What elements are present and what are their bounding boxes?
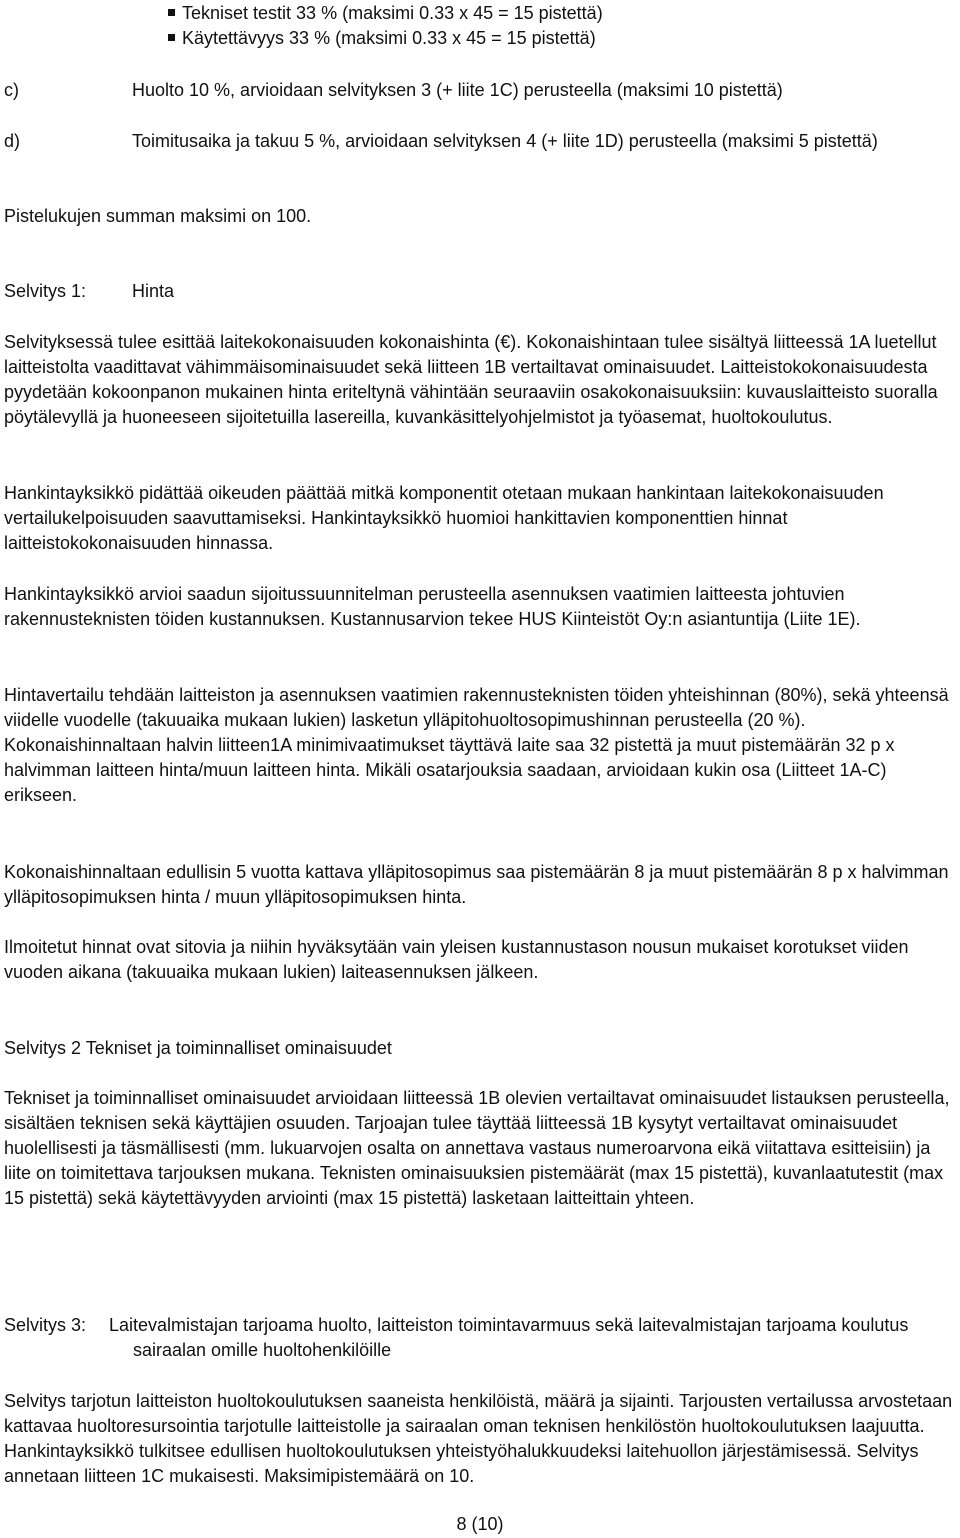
item-label: d) bbox=[4, 131, 21, 151]
section-title: Hinta bbox=[132, 281, 175, 301]
item-text: Huolto 10 %, arvioidaan selvityksen 3 (+ liite 1C) perusteella (maksimi 10 pistettä) bbox=[132, 80, 783, 100]
max-sum-text: Pistelukujen summan maksimi on 100. bbox=[4, 206, 312, 226]
paragraph: Selvityksessä tulee esittää laitekokonaisuuden kokonaishinta (€). Kokonaishintaan tulee sisältyä liitteessä 1A luetellut laitteistolta vaadittavat vähimmäisominaisuudet sekä liitteen 1B vertailtavat ominaisuudet. Laitteistokokonaisuudesta pyydetään kokoonpanon mukainen hinta eriteltynä vähintään seuraaviin osakokonaisuuksiin: kuvauslaitteisto suoralla pöytälevyllä ja huoneeseen sijoitetuilla lasereilla, kuvankäsittelyohjelmistot ja työasemat, huoltokoulutus. bbox=[4, 332, 938, 427]
section-label: Selvitys 1: bbox=[4, 281, 87, 301]
item-text: Toimitusaika ja takuu 5 %, arvioidaan selvityksen 4 (+ liite 1D) perusteella (maksimi 5 pistettä) bbox=[132, 131, 878, 151]
page-number: 8 (10) bbox=[456, 1514, 504, 1534]
bullet-item: Käytettävyys 33 % (maksimi 0.33 x 45 = 15 pistettä) bbox=[182, 26, 942, 51]
selvitys-2-heading: Selvitys 2 Tekniset ja toiminnalliset ominaisuudet bbox=[4, 1038, 392, 1058]
item-label: c) bbox=[4, 80, 19, 100]
section-title bbox=[109, 1313, 909, 1363]
paragraph: Ilmoitetut hinnat ovat sitovia ja niihin hyväksytään vain yleisen kustannustason nousun mukaiset korotukset viiden vuoden aikana (takuuaika mukaan lukien) laiteasennuksen jälkeen. bbox=[4, 937, 909, 982]
paragraph: Kokonaishinnaltaan edullisin 5 vuotta kattava ylläpitosopimus saa pistemäärän 8 ja muut pistemäärän 8 p x halvimman ylläpitosopimuksen hinta / muun ylläpitosopimuksen hinta. bbox=[4, 862, 949, 907]
paragraph: Hintavertailu tehdään laitteiston ja asennuksen vaatimien rakennusteknisten töiden yhteishinnan (80%), sekä yhteensä viidelle vuodelle (takuuaika mukaan lukien) lasketun ylläpitohuoltosopimushinnan perusteella (20 %). Kokonaishinnaltaan halvin liitteen1A minimivaatimukset täyttävä laite saa 32 pistettä ja muut pistemäärän 32 p x halvimman laitteen hinta/muun laitteen hinta. Mikäli osatarjouksia saadaan, arvioidaan kukin osa (Liitteet 1A-C) erikseen. bbox=[4, 685, 949, 805]
bullet-item: Tekniset testit 33 % (maksimi 0.33 x 45 = 15 pistettä) bbox=[182, 1, 942, 26]
section-label: Selvitys 3: bbox=[4, 1315, 87, 1335]
document-page bbox=[4, 0, 956, 1538]
paragraph: Hankintayksikkö arvioi saadun sijoitussuunnitelman perusteella asennuksen vaatimien laitteesta johtuvien rakennusteknisten töiden kustannuksen. Kustannusarvion tekee HUS Kiinteistöt Oy:n asiantuntija (Liite 1E). bbox=[4, 584, 861, 629]
selvitys-2-text: Tekniset ja toiminnalliset ominaisuudet arvioidaan liitteessä 1B olevien vertailtavat ominaisuudet listauksen perusteella, sisältäen teknisen sekä käyttäjien osuuden. Tarjoajan tulee täyttää liitteessä 1B kysytyt vertailtavat ominaisuudet huolellisesti ja täsmällisesti (mm. lukuarvojen osalta on annettava vastaus numeroarvona eikä viitattava esitteisiin) ja liite on toimitettava tarjouksen mukana. Teknisten ominaisuuksien pistemäärät (max 15 pistettä), kuvanlaatutestit (max 15 pistettä) sekä käytettävyyden arviointi (max 15 pistettä) lasketaan laitteittain yhteen. bbox=[4, 1088, 950, 1208]
paragraph: Hankintayksikkö pidättää oikeuden päättää mitkä komponentit otetaan mukaan hankintaan laitekokonaisuuden vertailukelpoisuuden saavuttamiseksi. Hankintayksikkö huomioi hankittavien komponenttien hinnat laitteistokokonaisuuden hinnassa. bbox=[4, 483, 884, 553]
selvitys-3-text: Selvitys tarjotun laitteiston huoltokoulutuksen saaneista henkilöistä, määrä ja sijainti. Tarjousten vertailussa arvostetaan kattavaa huoltoresursointia tarjotulle laitteistolle ja sairaalan oman teknisen henkilöstön huoltokoulutuksen laajuutta. Hankintayksikkö tulkitsee edullisen huoltokoulutuksen yhteistyöhalukkuudeksi laitehuollon järjestämisessä. Selvitys annetaan liitteen 1C mukaisesti. Maksimipistemäärä on 10. bbox=[4, 1391, 953, 1486]
section-title-text: Laitevalmistajan tarjoama huolto, laitteiston toimintavarmuus sekä laitevalmistajan tarjoama koulutus sairaalan omille huoltohenkilöille bbox=[109, 1315, 909, 1360]
